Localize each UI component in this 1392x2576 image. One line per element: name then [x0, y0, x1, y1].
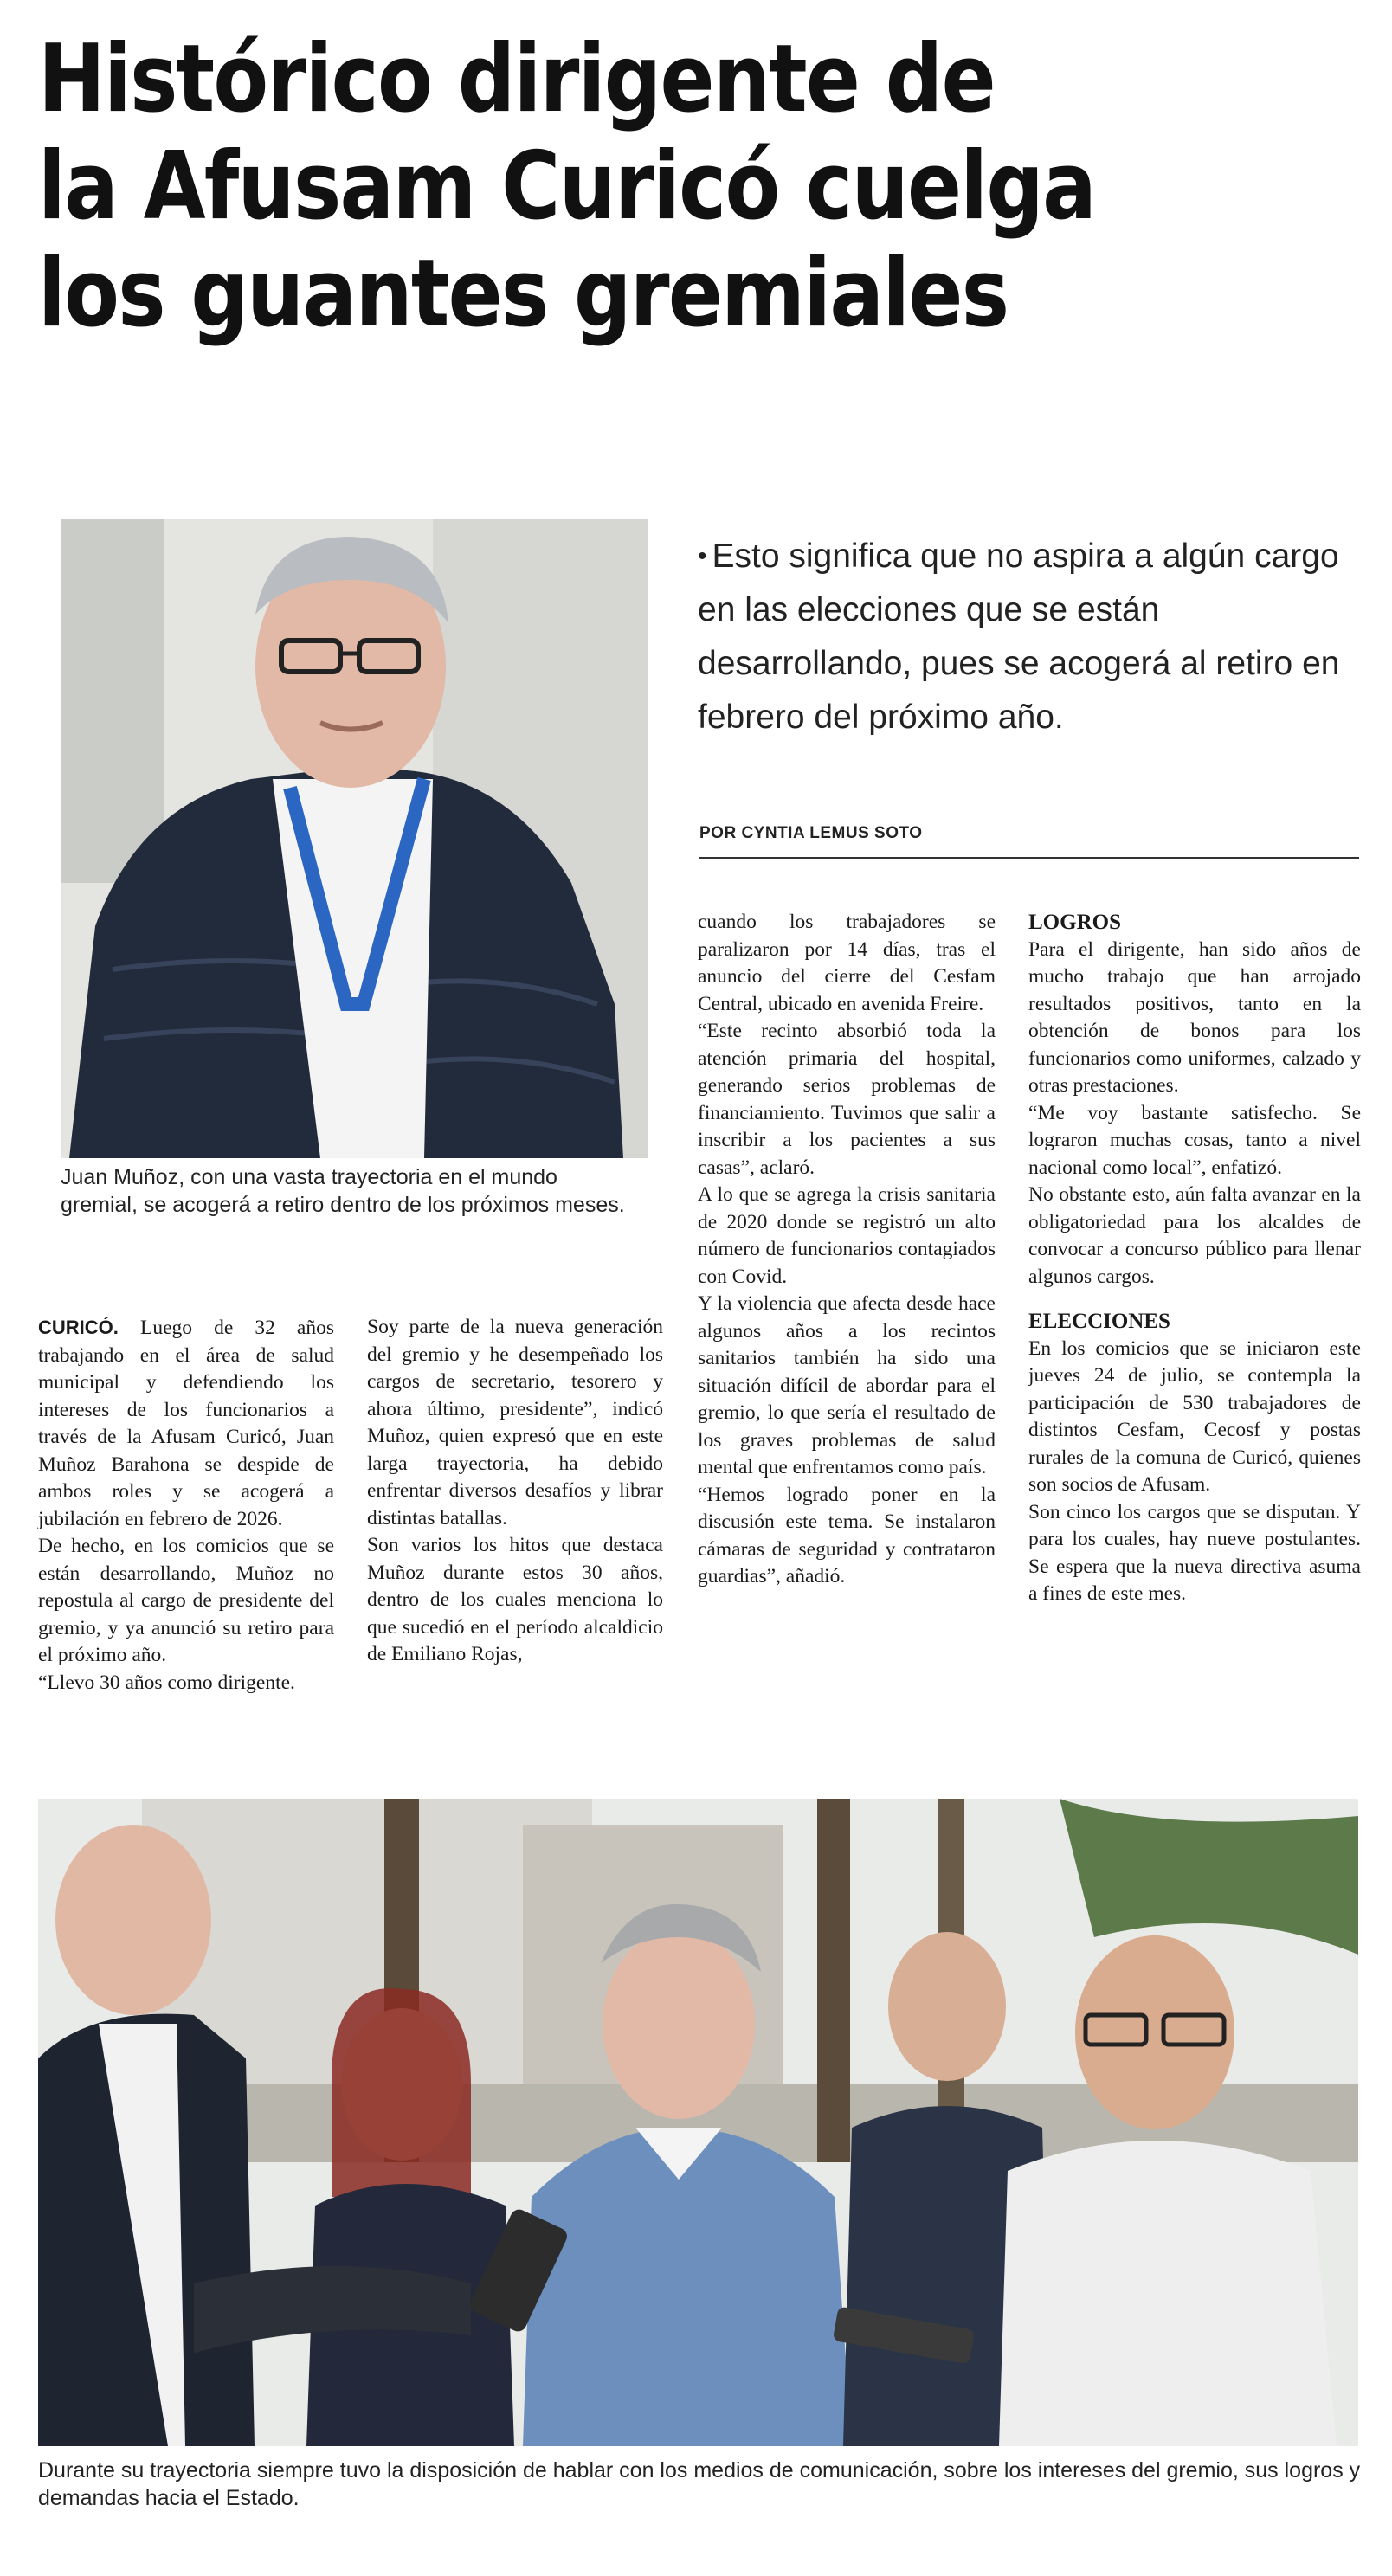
- dateline: CURICÓ.: [38, 1317, 119, 1338]
- lead-paragraph: [698, 530, 1366, 744]
- headline: [38, 26, 1177, 348]
- headline-line: los guantes gremiales: [38, 240, 1009, 348]
- article-column-1: [38, 1314, 334, 1697]
- article-paragraph: A lo que se agrega la crisis sanitaria de 2020 donde se registró un alto número de funcionarios contagiados con Covid.: [698, 1183, 996, 1288]
- group-photo-caption: Durante su trayectoria siempre tuvo la disposición de hablar con los medios de comunicación, sobre los intereses del gremio, sus logros y demandas hacia el Estado.: [38, 2458, 1361, 2510]
- byline: POR CYNTIA LEMUS SOTO: [699, 824, 923, 842]
- article-paragraph: “Este recinto absorbió toda la atención primaria del hospital, generando serios problemas de financiamiento. Tuvimos que salir a inscribir a los pacientes a sus casas”, aclaró.: [698, 1020, 996, 1179]
- headline-line: Histórico dirigente de: [38, 25, 995, 133]
- article-paragraph: [38, 1314, 334, 1533]
- byline-rule: [699, 857, 1359, 859]
- subhead-elecciones: ELECCIONES: [1028, 1310, 1170, 1333]
- article-paragraph: “Me voy bastante satisfecho. Se lograron muchas cosas, tanto a nivel nacional como local”, enfatizó.: [1028, 1101, 1361, 1179]
- article-paragraph: No obstante esto, aún falta avanzar en la obligatoriedad para los alcaldes de convocar a concurso público para llenar algunos cargos.: [1028, 1183, 1361, 1288]
- article-column-2: [367, 1314, 663, 1669]
- article-column-3: [698, 909, 996, 1591]
- article-paragraph: De hecho, en los comicios que se están desarrollando, Muñoz no repostula al cargo de presidente del gremio, y ya anunció su retiro para el próximo año.: [38, 1535, 334, 1666]
- article-paragraph: En los comicios que se iniciaron este jueves 24 de julio, se contempla la participación de 530 trabajadores de distintos Cesfam, Cecosf y postas rurales de la comuna de Curicó, quienes son socios de Afusam.: [1028, 1336, 1361, 1496]
- portrait-photo: [61, 519, 648, 1158]
- article-paragraph: Soy parte de la nueva generación del gremio y he desempeñado los cargos de secretario, tesorero y ahora último, presidente”, indicó Muñoz, quien expresó que en este larga trayectoria, ha debido enfrentar diversos desafíos y librar distintas batallas.: [367, 1316, 663, 1530]
- subhead-logros: LOGROS: [1028, 911, 1121, 934]
- section-spacer: [1028, 1291, 1361, 1308]
- article-paragraph: Son varios los hitos que destaca Muñoz durante estos 30 años, dentro de los cuales menciona lo que sucedió en el período alcaldicio de Emiliano Rojas,: [367, 1534, 663, 1665]
- article-paragraph: “Hemos logrado poner en la discusión este tema. Se instalaron cámaras de seguridad y contrataron guardias”, añadió.: [698, 1483, 996, 1587]
- article-column-4: [1028, 909, 1361, 1608]
- headline-line: la Afusam Curicó cuelga: [38, 132, 1096, 241]
- article-paragraph: Y la violencia que afecta desde hace algunos años a los recintos sanitarios también ha sido una situación difícil de abordar para el gremio, lo que sería el resultado de los graves problemas de salud mental que enfrentamos como país.: [698, 1292, 996, 1478]
- article-paragraph: “Llevo 30 años como dirigente.: [38, 1671, 295, 1694]
- group-photo: [38, 1799, 1358, 2446]
- article-paragraph: Para el dirigente, han sido años de mucho trabajo que han arrojado resultados positivos, tanto en la obtención de bonos para los funcionarios como uniformes, calzado y otras prestaciones.: [1028, 937, 1361, 1097]
- paragraph-text: Luego de 32 años trabajando en el área de salud municipal y defendiendo los intereses de los funcionarios a través de la Afusam Curicó, Juan Muñoz Barahona se despide de ambos roles y se acogerá a jubilación en febrero de 2026.: [38, 1317, 334, 1530]
- article-paragraph: Son cinco los cargos que se disputan. Y para los cuales, hay nueve postulantes. Se espera que la nueva directiva asuma a fines de este mes.: [1028, 1500, 1361, 1605]
- article-paragraph: cuando los trabajadores se paralizaron por 14 días, tras el anuncio del cierre del Cesfam Central, ubicado en avenida Freire.: [698, 911, 996, 1015]
- lead-bullet: •: [698, 542, 707, 570]
- lead-text: Esto significa que no aspira a algún cargo en las elecciones que se están desarrollando, pues se acogerá al retiro en febrero del próximo año.: [698, 538, 1340, 736]
- portrait-caption: Juan Muñoz, con una vasta trayectoria en el mundo gremial, se acogerá a retiro dentro de los próximos meses.: [61, 1165, 625, 1217]
